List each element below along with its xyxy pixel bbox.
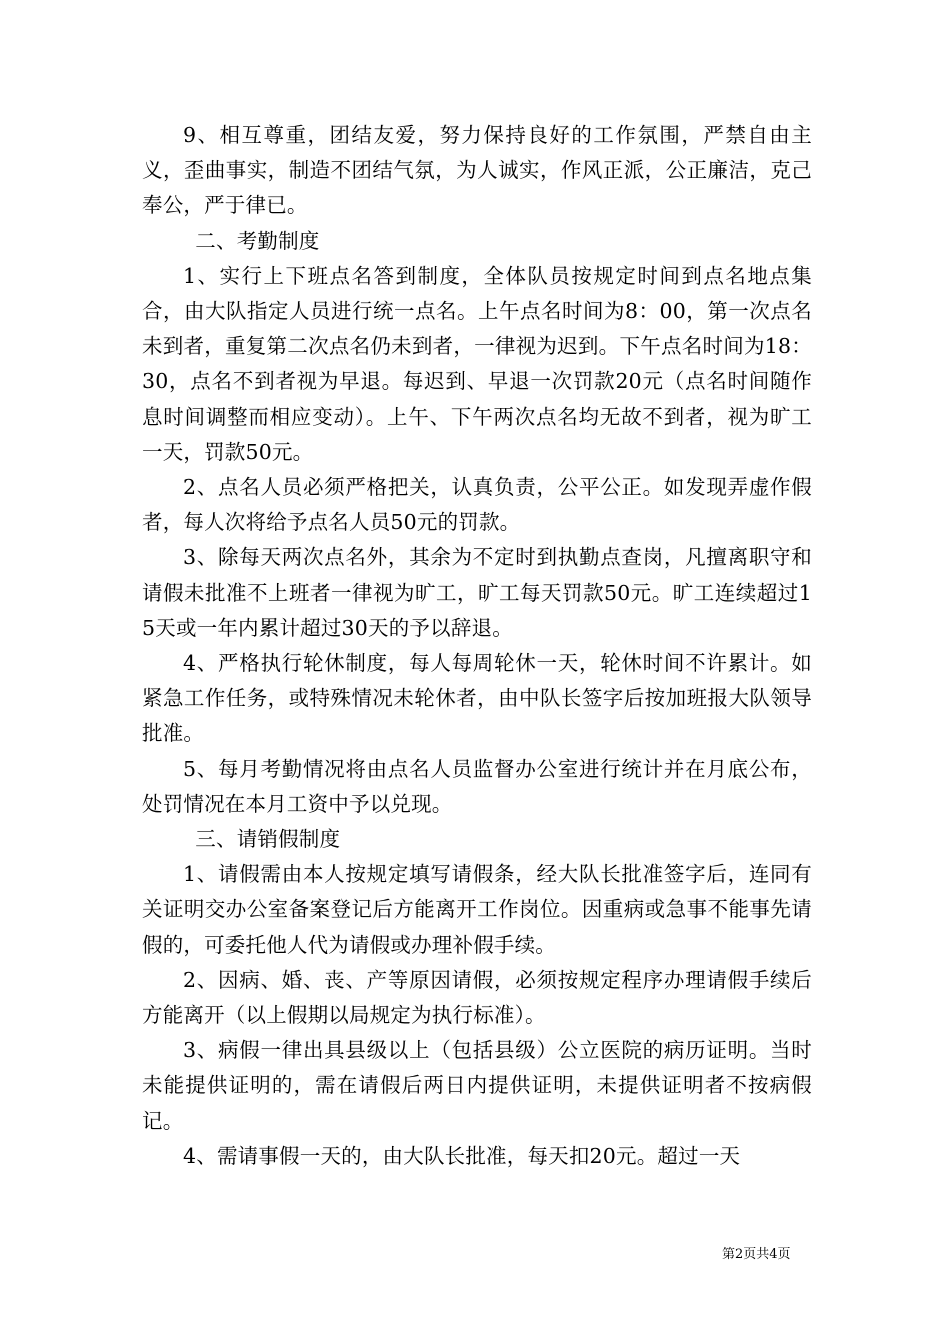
section-heading-attendance: 二、考勤制度 <box>195 228 320 253</box>
paragraph-rule-9: 9、相互尊重，团结友爱，努力保持良好的工作氛围，严禁自由主义，歪曲事实，制造不团结气氛，为人诚实，作风正派，公正廉洁，克己奉公，严于律已。 <box>142 123 812 218</box>
paragraph-attendance-5: 5、每月考勤情况将由点名人员监督办公室进行统计并在月底公布，处罚情况在本月工资中予以兑现。 <box>142 756 812 816</box>
paragraph-attendance-2: 2、点名人员必须严格把关，认真负责，公平公正。如发现弄虚作假者，每人次将给予点名人员50元的罚款。 <box>142 475 812 535</box>
paragraph-attendance-4: 4、严格执行轮休制度，每人每周轮休一天，轮休时间不许累计。如紧急工作任务，或特殊情况未轮休者，由中队长签字后按加班报大队领导批准。 <box>142 651 812 746</box>
paragraph-attendance-3: 3、除每天两次点名外，其余为不定时到执勤点查岗，凡擅离职守和请假未批准不上班者一律视为旷工，旷工每天罚款50元。旷工连续超过15天或一年内累计超过30天的予以辞退。 <box>142 545 812 640</box>
paragraph-leave-2: 2、因病、婚、丧、产等原因请假，必须按规定程序办理请假手续后方能离开（以上假期以局规定为执行标准）。 <box>142 967 812 1028</box>
paragraph-leave-1: 1、请假需由本人按规定填写请假条，经大队长批准签字后，连同有关证明交办公室备案登记后方能离开工作岗位。因重病或急事不能事先请假的，可委托他人代为请假或办理补假手续。 <box>142 862 812 957</box>
section-heading-leave: 三、请销假制度 <box>195 827 341 852</box>
paragraph-leave-3: 3、病假一律出具县级以上（包括县级）公立医院的病历证明。当时未能提供证明的，需在请假后两日内提供证明，未提供证明者不按病假记。 <box>142 1038 812 1133</box>
paragraph-leave-4: 4、需请事假一天的，由大队长批准，每天扣20元。超过一天 <box>183 1143 741 1168</box>
paragraph-attendance-1: 1、实行上下班点名答到制度，全体队员按规定时间到点名地点集合，由大队指定人员进行统一点名。上午点名时间为8：00，第一次点名未到者，重复第二次点名仍未到者，一律视为迟到。下午点名时间为18：30，点名不到者视为早退。每迟到、早退一次罚款20元（点名时间随作息时间调整而相应变动）。上午、下午两次点名均无故不到者，视为旷工一天，罚款50元。 <box>142 263 812 464</box>
document-page <box>142 118 812 1174</box>
page-number-footer: 第2页共4页 <box>722 1247 791 1262</box>
